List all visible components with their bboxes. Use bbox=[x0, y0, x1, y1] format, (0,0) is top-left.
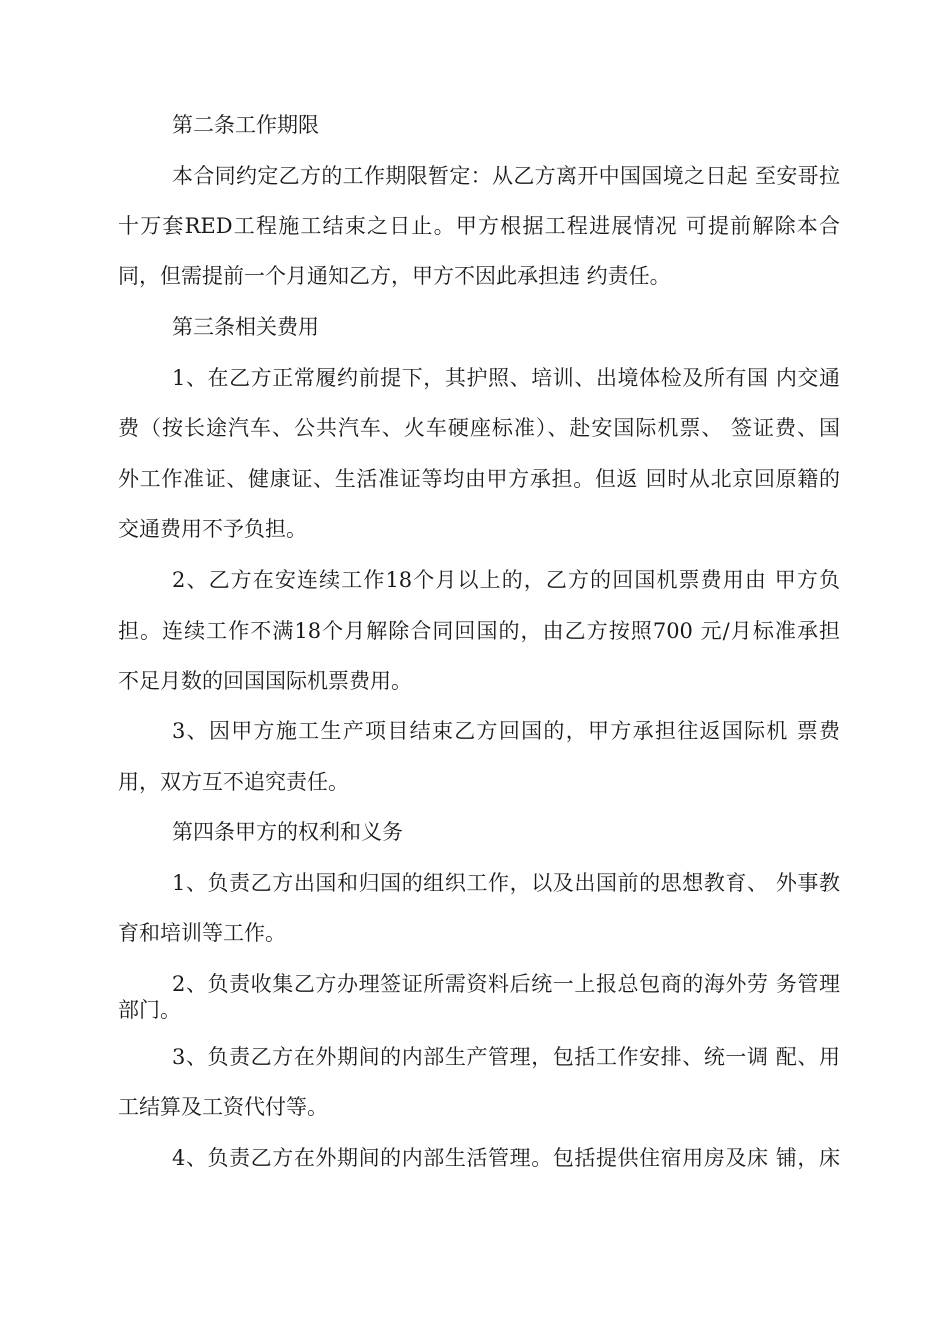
paragraph-line: 费（按长途汽车、公共汽车、火车硬座标准）、赴安国际机票、 签证费、国 bbox=[118, 416, 840, 440]
paragraph-line: 2、乙方在安连续工作18个月以上的，乙方的回国机票费用由 甲方负 bbox=[172, 568, 840, 592]
paragraph-line: 2、负责收集乙方办理签证所需资料后统一上报总包商的海外劳 务管理 bbox=[172, 972, 840, 996]
heading-article-2: 第二条工作期限 bbox=[172, 113, 319, 137]
paragraph-line: 同，但需提前一个月通知乙方，甲方不因此承担违 约责任。 bbox=[118, 264, 671, 288]
paragraph-line: 担。连续工作不满18个月解除合同回国的，由乙方按照700 元/月标准承担 bbox=[118, 619, 840, 643]
paragraph-line: 4、负责乙方在外期间的内部生活管理。包括提供住宿用房及床 铺，床 bbox=[172, 1146, 840, 1170]
heading-article-4: 第四条甲方的权利和义务 bbox=[172, 820, 403, 844]
paragraph-line: 交通费用不予负担。 bbox=[118, 517, 307, 541]
paragraph-line: 3、因甲方施工生产项目结束乙方回国的，甲方承担往返国际机 票费 bbox=[172, 719, 840, 743]
paragraph-line: 本合同约定乙方的工作期限暂定：从乙方离开中国国境之日起 至安哥拉 bbox=[172, 164, 840, 188]
paragraph-line: 育和培训等工作。 bbox=[118, 921, 286, 945]
paragraph-line: 十万套RED工程施工结束之日止。甲方根据工程进展情况 可提前解除本合 bbox=[118, 214, 840, 238]
paragraph-line: 1、负责乙方出国和归国的组织工作，以及出国前的思想教育、 外事教 bbox=[172, 871, 840, 895]
paragraph-line: 3、负责乙方在外期间的内部生产管理，包括工作安排、统一调 配、用 bbox=[172, 1045, 840, 1069]
paragraph-line: 部门。 bbox=[118, 998, 181, 1022]
paragraph-line: 用，双方互不追究责任。 bbox=[118, 770, 349, 794]
paragraph-line: 1、在乙方正常履约前提下，其护照、培训、出境体检及所有国 内交通 bbox=[172, 366, 840, 390]
heading-article-3: 第三条相关费用 bbox=[172, 315, 319, 339]
paragraph-line: 不足月数的回国国际机票费用。 bbox=[118, 669, 412, 693]
paragraph-line: 工结算及工资代付等。 bbox=[118, 1095, 328, 1119]
paragraph-line: 外工作准证、健康证、生活准证等均由甲方承担。但返 回时从北京回原籍的 bbox=[118, 467, 840, 491]
